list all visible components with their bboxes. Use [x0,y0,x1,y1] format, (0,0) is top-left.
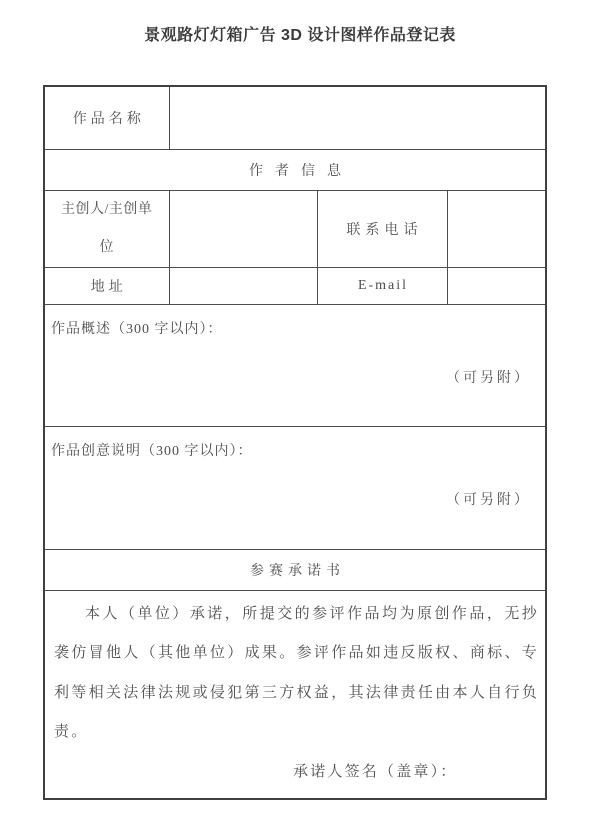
creator-label-cell [44,190,169,267]
creator-input[interactable] [169,190,317,267]
overview-attach-note: （可另附） [446,370,531,386]
work-name-label: 作品名称 [44,86,169,149]
address-label: 地址 [44,267,169,304]
email-input[interactable] [447,267,546,304]
registration-form-table [43,85,547,800]
phone-label: 联系电话 [317,190,447,267]
pledge-header: 参赛承诺书 [44,549,546,590]
signature-label[interactable]: 承诺人签名（盖章）： [293,763,458,780]
email-label: E-mail [317,267,447,304]
creative-attach-note: （可另附） [446,492,531,508]
table-row-creative [44,426,546,549]
table-row-work-name [44,86,546,149]
table-row-address [44,267,546,304]
pledge-text: 本人（单位）承诺，所提交的参评作品均为原创作品，无抄袭仿冒他人（其他单位）成果。参评作品如违反版权、商标、专利等相关法律法规或侵犯第三方权益，其法律责任由本人自行负责。 [54,605,539,740]
creative-label: 作品创意说明（300 字以内）： [51,443,253,459]
table-row-overview [44,304,546,426]
pledge-body-cell [44,590,546,799]
overview-label: 作品概述（300 字以内）： [51,321,223,337]
address-input[interactable] [169,267,317,304]
page-title: 景观路灯灯箱广告 3D 设计图样作品登记表 [144,27,456,44]
table-row-pledge-body [44,590,546,799]
phone-input[interactable] [447,190,546,267]
table-row-pledge-header [44,549,546,590]
overview-cell[interactable] [44,304,546,426]
creator-label: 主创人/主创单位 [61,201,153,255]
work-name-input[interactable] [169,86,546,149]
creative-cell[interactable] [44,426,546,549]
table-row-creator [44,190,546,267]
author-section-header: 作者信息 [44,149,546,190]
table-row-author-header [44,149,546,190]
